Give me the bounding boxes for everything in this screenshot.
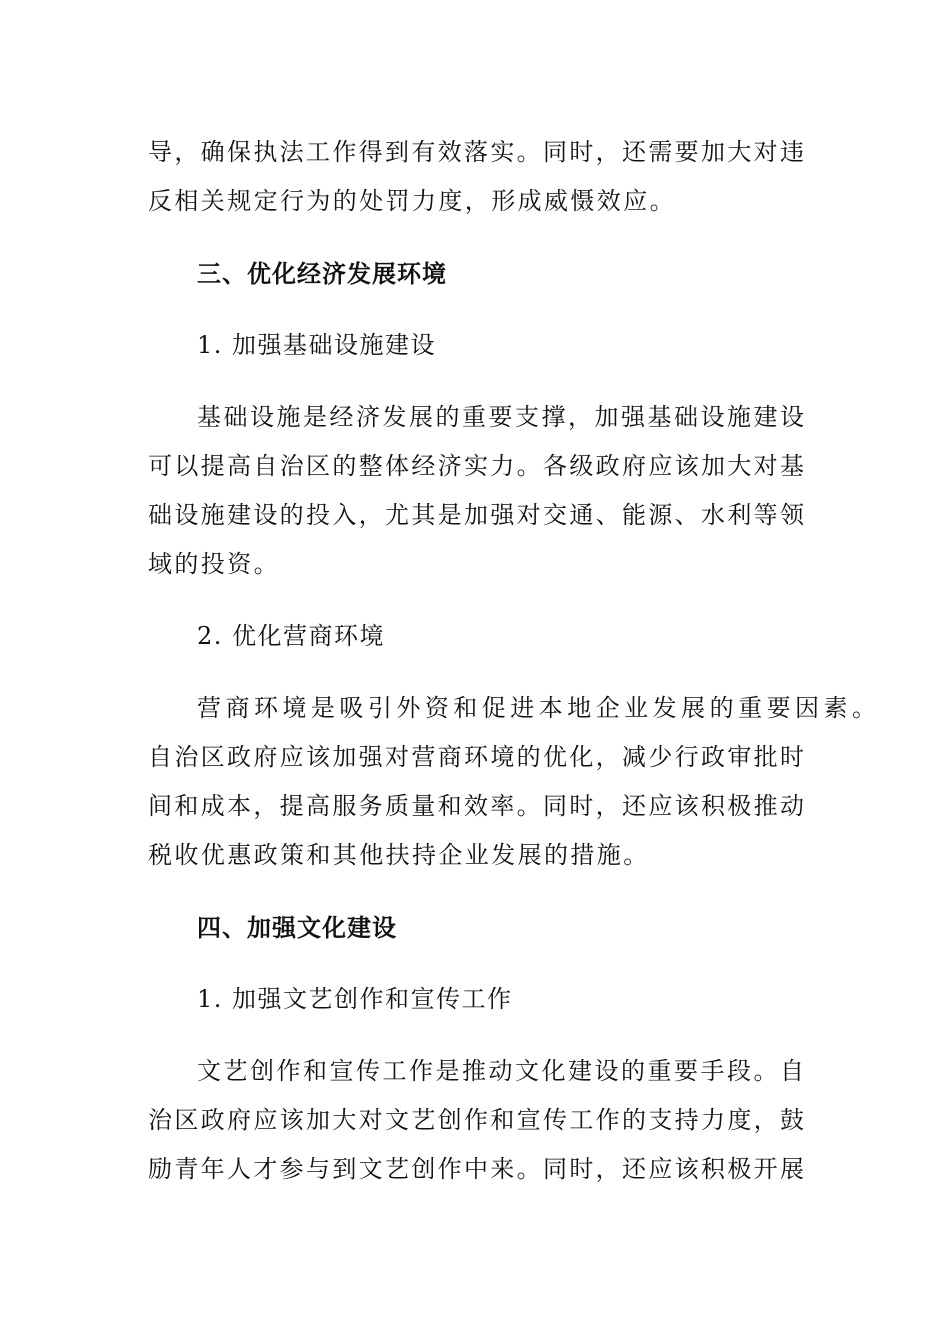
text-line: 治区政府应该加大对文艺创作和宣传工作的支持力度，鼓 — [148, 1106, 805, 1134]
text-line: 文艺创作和宣传工作是推动文化建设的重要手段。自 — [197, 1057, 805, 1085]
paragraph — [148, 1047, 805, 1194]
text-line: 间和成本，提高服务质量和效率。同时，还应该积极推动 — [148, 792, 805, 820]
text-line: 营商环境是吸引外资和促进本地企业发展的重要因素。 — [197, 694, 877, 722]
text-line: 导，确保执法工作得到有效落实。同时，还需要加大对违 — [148, 138, 805, 166]
text-line: 础设施建设的投入，尤其是加强对交通、能源、水利等领 — [148, 501, 805, 529]
paragraph-continued — [148, 128, 805, 226]
text-line: 励青年人才参与到文艺创作中来。同时，还应该积极开展 — [148, 1155, 805, 1183]
section-heading: 三、优化经济发展环境 — [197, 259, 447, 288]
section-4 — [148, 903, 805, 952]
text-line: 反相关规定行为的处罚力度，形成威慑效应。 — [148, 187, 676, 215]
text-line: 税收优惠政策和其他扶持企业发展的措施。 — [148, 841, 650, 869]
section-heading: 四、加强文化建设 — [197, 913, 397, 942]
text-line: 基础设施是经济发展的重要支撑，加强基础设施建设 — [197, 403, 805, 431]
text-line: 可以提高自治区的整体经济实力。各级政府应该加大对基 — [148, 452, 805, 480]
paragraph — [148, 684, 877, 880]
document-page — [148, 128, 877, 1217]
text-line: 自治区政府应该加强对营商环境的优化，减少行政审批时 — [148, 743, 805, 771]
paragraph — [148, 393, 805, 589]
subsection-title: 1. 加强文艺创作和宣传工作 — [197, 985, 513, 1013]
subsection-title: 1. 加强基础设施建设 — [197, 331, 437, 359]
text-line: 域的投资。 — [148, 550, 280, 578]
subsection-title: 2. 优化营商环境 — [197, 622, 386, 650]
section-3 — [148, 249, 805, 298]
